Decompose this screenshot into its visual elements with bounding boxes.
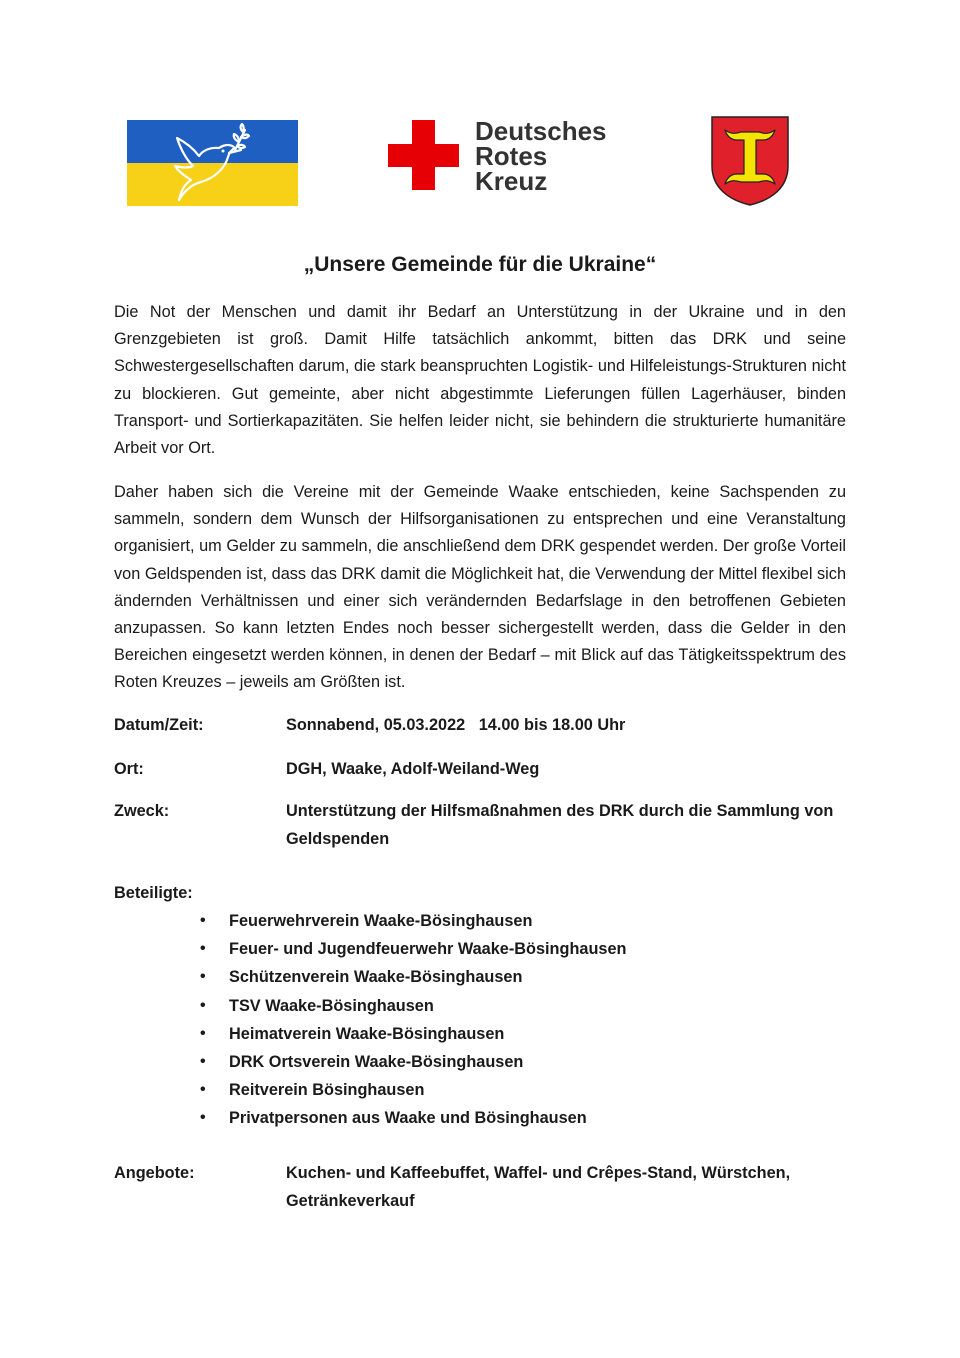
red-cross-icon [388,120,459,190]
list-item [200,1048,626,1076]
offers-value: Kuchen- und Kaffeebuffet, Waffel- und Crêpes-Stand, Würstchen, Getränkeverkauf [286,1164,791,1210]
participant-name: Feuer- und Jugendfeuerwehr Waake-Bösinghausen [229,940,627,959]
page-title: „Unsere Gemeinde für die Ukraine“ [303,253,657,276]
participant-name: Schützenverein Waake-Bösinghausen [229,968,523,987]
participant-name: DRK Ortsverein Waake-Bösinghausen [229,1053,524,1072]
date-value: Sonnabend, 05.03.2022 14.00 bis 18.00 Uhr [286,716,626,734]
bullet-icon: • [200,1053,206,1071]
place-value: DGH, Waake, Adolf-Weiland-Weg [286,760,540,778]
ukraine-flag-dove-logo [127,120,298,206]
bullet-icon: • [200,996,206,1014]
list-item [200,963,626,991]
list-item [200,1020,626,1048]
participants-label: Beteiligte: [114,884,193,902]
participants-list [200,907,626,1133]
bullet-icon: • [200,968,206,986]
bullet-icon: • [200,1081,206,1099]
list-item [200,1104,626,1132]
bullet-icon: • [200,912,206,929]
date-label: Datum/Zeit: [114,716,204,734]
drk-logo-line-1: Deutsches [475,118,607,146]
drk-logo-line-3: Kreuz [475,166,548,196]
purpose-value: Unterstützung der Hilfsmaßnahmen des DRK durch die Sammlung von Geldspenden [286,802,834,848]
intro-paragraph: Die Not der Menschen und damit ihr Bedarf an Unterstützung in der Ukraine und in den Grenzgebieten ist groß. Damit Hilfe tatsächlich ankommt, bitten das DRK und seine Schwestergesellschaften darum, die stark beanspruchten Logistik- und Hilfeleistungs-Strukturen nicht zu blockieren. Gut gemeinte, aber nicht abgestimmte Lieferungen füllen Lagerhäuser, binden Transport- und Sortierkapazitäten. Sie helfen leider nicht, sie behindern die strukturierte humanitäre Arbeit vor Ort. [114,303,846,458]
participant-name: Heimatverein Waake-Bösinghausen [229,1024,505,1043]
participant-name: Reitverein Bösinghausen [229,1081,425,1100]
list-item [200,1076,626,1104]
offers-label: Angebote: [114,1164,195,1182]
bullet-icon: • [200,1109,206,1127]
list-item [200,935,626,963]
purpose-label: Zweck: [114,802,170,820]
list-item [200,992,626,1020]
bullet-icon: • [200,1024,206,1042]
bullet-icon: • [200,940,206,958]
explanation-paragraph: Daher haben sich die Vereine mit der Gemeinde Waake entschieden, keine Sachspenden zu sammeln, sondern dem Wunsch der Hilfsorganisationen zu entsprechen und eine Veranstaltung organisiert, um Gelder zu sammeln, die anschließend dem DRK gespendet werden. Der große Vorteil von Geldspenden ist, dass das DRK damit die Möglichkeit hat, die Verwendung der Mittel flexibel sich ändernden Verhältnissen und einer sich verändernden Bedarfslage in den betroffenen Gebieten anzupassen. So kann letzten Endes noch besser sichergestellt werden, dass die Gelder in den Bereichen eingesetzt werden können, in denen der Bedarf – mit Blick auf das Tätigkeitsspektrum des Roten Kreuzes – jeweils am Größten ist. [114,483,846,692]
participant-name: TSV Waake-Bösinghausen [229,996,434,1015]
coat-of-arms-icon [711,116,789,206]
participant-name: Privatpersonen aus Waake und Bösinghausen [229,1109,587,1128]
drk-logo [388,118,628,198]
drk-logo-line-2: Rotes [475,141,548,171]
participant-name: Feuerwehrverein Waake-Bösinghausen [229,912,533,930]
list-item [200,907,626,935]
place-label: Ort: [114,760,144,778]
